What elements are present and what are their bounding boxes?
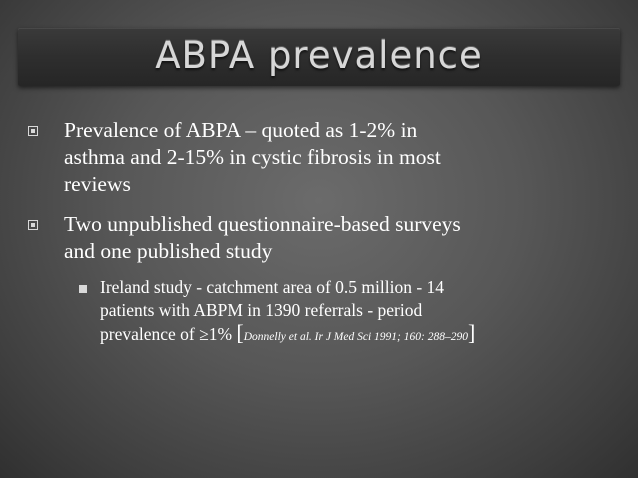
sub-bullet-line-3	[100, 322, 475, 349]
open-bracket: [	[236, 320, 244, 345]
sub-bullet-line-1: Ireland study - catchment area of 0.5 million - 14	[100, 277, 445, 297]
sub-bullet-line-2: patients with ABPM in 1390 referrals - period	[100, 300, 423, 320]
bullet-1-line-1: Prevalence of ABPA – quoted as 1-2% in	[64, 118, 418, 142]
sub-bullet-line-3-prefix: prevalence of ≥1%	[100, 324, 237, 344]
bullet-2-line-1: Two unpublished questionnaire-based surveys	[64, 212, 461, 236]
bullet-1-line-3: reviews	[64, 172, 131, 196]
citation: Donnelly et al. Ir J Med Sci 1991; 160: 288–290	[243, 331, 468, 343]
bullet-1-line-2: asthma and 2-15% in cystic fibrosis in most	[64, 145, 441, 169]
bullet-2-line-2: and one published study	[64, 239, 273, 263]
close-bracket: ]	[467, 320, 476, 345]
square-bullet-icon	[28, 220, 38, 230]
square-bullet-icon	[28, 126, 38, 136]
slide-title: ABPA prevalence	[155, 34, 483, 77]
square-sub-bullet-icon	[79, 285, 87, 293]
